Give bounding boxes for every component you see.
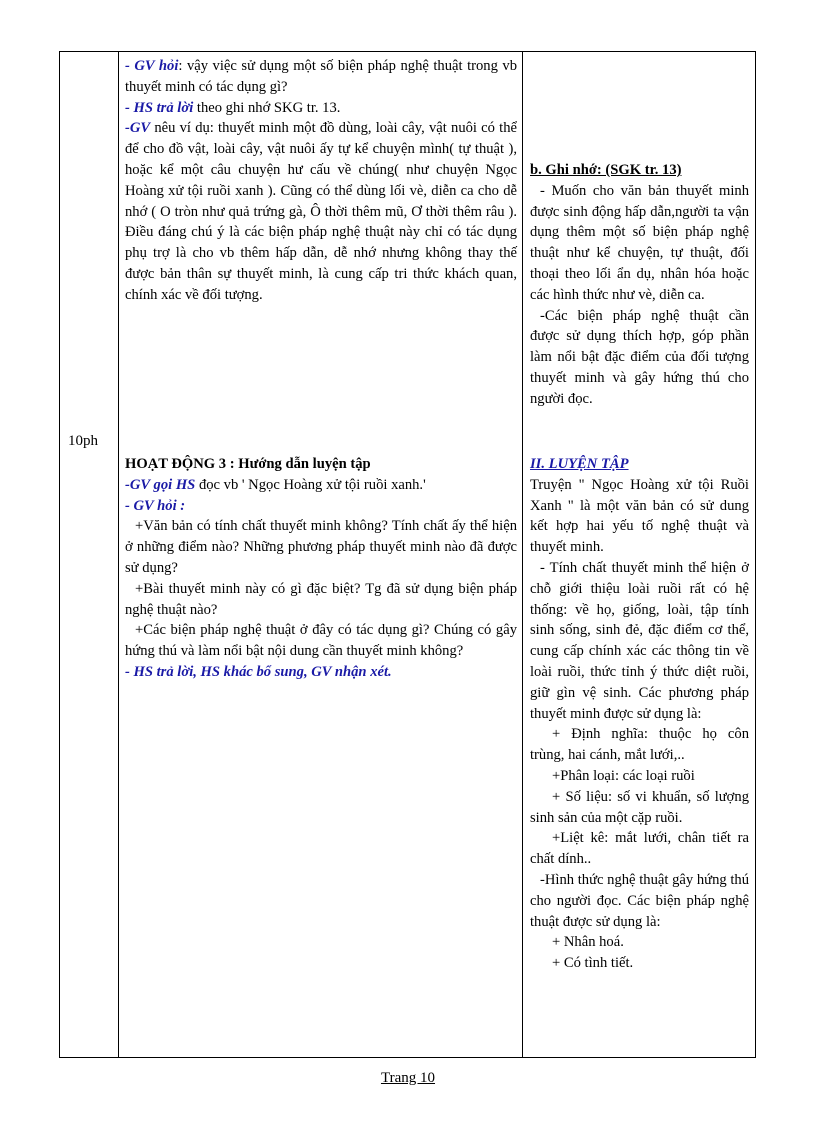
lesson-table — [59, 51, 756, 1058]
method-listing: +Liệt kê: mắt lưới, chân tiết ra chất dính.. — [530, 830, 749, 868]
teacher-ask-text: : vậy việc sử dụng một số biện pháp nghệ thuật trong vb thuyết minh có tác dụng gì? — [125, 58, 517, 95]
teacher-question — [125, 56, 517, 98]
question-2: +Bài thuyết minh này có gì đặc biệt? Tg đã sử dụng biện pháp nghệ thuật nào? — [125, 580, 517, 618]
method-definition: + Định nghĩa: thuộc họ côn trùng, hai cánh, mắt lưới,.. — [530, 726, 749, 764]
teacher-example-lead: -GV — [125, 120, 151, 137]
activity-top — [125, 56, 517, 306]
method-classification: +Phân loại: các loại ruồi — [552, 767, 695, 784]
page-number: Trang 10 — [380, 1070, 436, 1086]
practice-paragraph-2: - Tính chất thuyết minh thể hiện ở chỗ giới thiệu loài ruồi rất có hệ thống: về họ, giống, loài, tập tính sinh sống, sinh đẻ, đặc điểm cơ thể, cung cấp chính xác các thông tin về loài ruồi, thức tỉnh ý thức diệt ruồi, giữ gìn vệ sinh. Các phương pháp thuyết minh được sử dụng là: — [530, 559, 749, 722]
teacher-ask-2: - GV hỏi : — [125, 497, 186, 514]
read-instruction-lead: -GV gọi HS — [125, 476, 196, 493]
student-answer-text: theo ghi nhớ SKG tr. 13. — [193, 99, 341, 116]
teacher-example — [125, 118, 517, 305]
practice-heading: II. LUYỆN TẬP — [530, 456, 629, 472]
practice-block — [530, 454, 749, 974]
time-column — [60, 52, 119, 1057]
activity-bottom — [125, 454, 517, 683]
read-instruction — [125, 475, 517, 496]
question-3: +Các biện pháp nghệ thuật ở đây có tác dụng gì? Chúng có gây hứng thú và làm nổi bật nội dung cần thuyết minh không? — [125, 622, 517, 660]
closing-instruction: - HS trả lời, HS khác bổ sung, GV nhận xét. — [125, 663, 392, 680]
summary-block — [530, 160, 749, 410]
technique-plot: + Có tình tiết. — [552, 955, 634, 972]
teacher-example-text: nêu ví dụ: thuyết minh một đồ dùng, loài cây, vật nuôi có thể để cho đồ vật, loài cây, vật nuôi ấy tự kể chuyện mình( tự thuật ), hoặc kể một câu chuyện hư cấu về chúng( như chuyện Ngọc Hoàng xử tội ruồi xanh ). Cũng có thể dùng lối vè, diễn ca cho dễ nhớ ( O tròn như quả trứng gà, Ô thời thêm mũ, Ơ thời thêm râu ). Điều đáng chú ý là các biện pháp nghệ thuật này chỉ có tác dụng phụ trợ là cho vb thêm hấp dẫn, dễ nhớ nhưng không thay thế được bản thân sự thuyết minh, là cung cấp tri thức khách quan, chính xác về đối tượng. — [125, 120, 517, 303]
read-instruction-text: đọc vb ' Ngọc Hoàng xử tội ruồi xanh.' — [195, 476, 426, 493]
activity-3-heading: HOẠT ĐỘNG 3 : Hướng dẫn luyện tập — [125, 456, 371, 472]
activity-column — [119, 52, 523, 1057]
teacher-ask-lead: - GV hỏi — [125, 58, 179, 74]
technique-personification: + Nhân hoá. — [552, 934, 624, 951]
summary-paragraph-2: -Các biện pháp nghệ thuật cần được sử dụng thích hợp, góp phần làm nổi bật đặc điểm của đối tượng thuyết minh và gây hứng thú cho người đọc. — [530, 307, 749, 407]
practice-paragraph-1: Truyện " Ngọc Hoàng xử tội Ruồi Xanh " là một văn bản có sử dung kết hợp hai yếu tố nghệ thuật và thuyết minh. — [530, 476, 749, 556]
student-answer — [125, 98, 517, 119]
content-column — [523, 52, 755, 1057]
student-answer-lead: - HS trả lời — [125, 99, 194, 116]
method-figures: + Số liệu: số vi khuẩn, số lượng sinh sản của một cặp ruồi. — [530, 788, 749, 826]
practice-paragraph-3: -Hình thức nghệ thuật gây hứng thú cho người đọc. Các biện pháp nghệ thuật được sử dụng là: — [530, 871, 749, 930]
question-1: +Văn bản có tính chất thuyết minh không? Tính chất ấy thể hiện ở những điểm nào? Những phương pháp thuyết minh nào đã được sử dụng? — [125, 518, 517, 576]
summary-paragraph-1: - Muốn cho văn bản thuyết minh được sinh động hấp dẫn,người ta vận dụng thêm một số biện pháp nghệ thuật như kể chuyện, tự thuật, đối thoại theo lối ẩn dụ, nhân hóa hoặc các hình thức như vè, diễn ca. — [530, 182, 749, 303]
time-label: 10ph — [68, 433, 98, 449]
summary-heading: b. Ghi nhớ: (SGK tr. 13) — [530, 162, 682, 178]
